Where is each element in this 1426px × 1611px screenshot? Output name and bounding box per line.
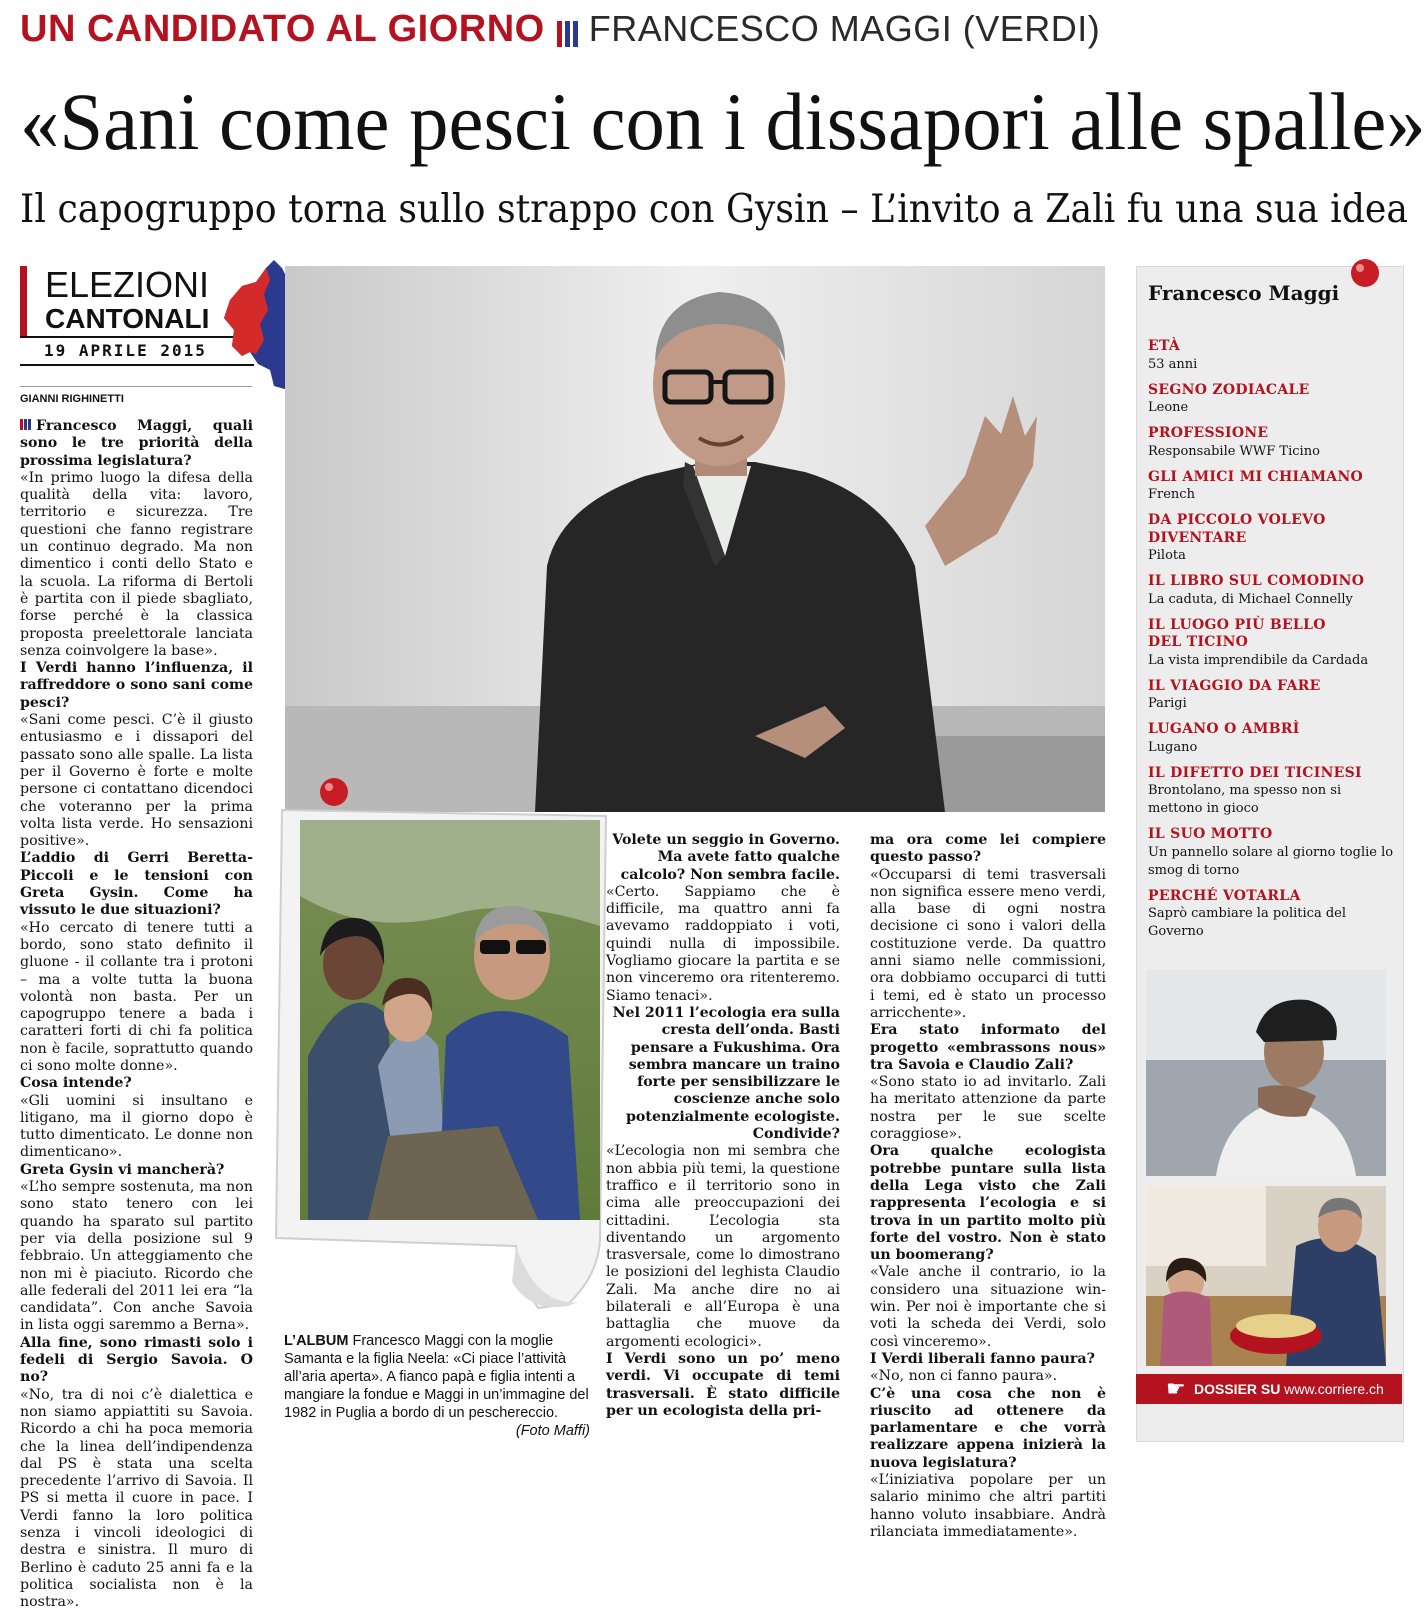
badge-title	[20, 266, 243, 338]
question: Francesco Maggi, quali sono le tre priorità della prossima legislatura?	[20, 418, 253, 469]
dossier-url[interactable]: www.corriere.ch	[1284, 1381, 1384, 1397]
pin-icon	[318, 776, 352, 810]
answer: «No, non ci fanno paura».	[870, 1368, 1058, 1385]
byline: GIANNI RIGHINETTI	[20, 386, 252, 405]
answer: «L’iniziativa popolare per un salario minimo che altri partiti hanno voluto insabbiare. Andrà rilanciata immediatamente».	[870, 1471, 1106, 1540]
question: Nel 2011 l’ecologia era sulla cresta dell’onda. Basti pensare a Fukushima. Ora sembra mancare un traino forte per sensibilizzare le coscienze anche solo potenzialmente ecologiste. Condivide?	[612, 1004, 840, 1143]
question: Ora qualche ecologista potrebbe puntare sulla lista della Lega visto che Zali rappresenta l’ecologia e si trova in un partito molto più forte del vostro. Non è stato un boomerang?	[870, 1143, 1106, 1264]
question: Alla fine, sono rimasti solo i fedeli di Sergio Savoia. O no?	[20, 1334, 253, 1386]
question: Era stato informato del progetto «embrassons nous» tra Savoia e Claudio Zali?	[870, 1022, 1106, 1073]
main-photo	[285, 266, 1105, 812]
fact-nickname: GLI AMICI MI CHIAMANO French	[1148, 468, 1364, 502]
fact-childhood-dream: DA PICCOLO VOLEVO DIVENTARE Pilota	[1148, 512, 1326, 563]
profile-name: Francesco Maggi	[1148, 281, 1340, 305]
question: L’addio di Gerri Beretta-Piccoli e le tensioni con Greta Gysin. Come ha vissuto le due situazioni?	[20, 850, 253, 919]
fact-book: IL LIBRO SUL COMODINO La caduta, di Michael Connelly	[1148, 573, 1365, 607]
fact-zodiac: SEGNO ZODIACALE Leone	[1148, 381, 1310, 415]
election-badge	[20, 266, 300, 394]
answer: «Occuparsi di temi trasversali non significa essere meno verdi, alla base di ogni nostra decisione ci sono i valori della costituzione verde. Da quattro anni siamo nelle commissioni, ora dobbiamo occuparci di tutti i temi, ed è stato un processo arricchente».	[870, 866, 1106, 1021]
family-polaroid-photo	[268, 806, 616, 1326]
question: C’è una cosa che non è riuscito ad ottenere da parlamentare e che vorrà realizzare appena inizierà la nuova legislatura?	[870, 1385, 1106, 1471]
answer: «L’ecologia non mi sembra che non abbia più temi, la questione traffico e il territorio sono in cima alle preoccupazioni dei cittadini. L’ecologia sta diventando un argomento trasversale, come lo dimostrano le posizioni del leghista Claudio Zali. Ma anche dire no ai bilaterali e all’Europa è una battaglia che muove da argomenti ecologici».	[606, 1143, 840, 1350]
photo-caption	[284, 1332, 590, 1438]
question: I Verdi liberali fanno paura?	[870, 1350, 1095, 1367]
candidate-name: FRANCESCO MAGGI (VERDI)	[588, 8, 1101, 49]
question: I Verdi sono un po’ meno verdi. Vi occupate di temi trasversali. È stato difficile per un ecologista della pri-	[606, 1350, 840, 1419]
photo-credit: (Foto Maffi)	[515, 1423, 590, 1439]
answer: «Sani come pesci. C’è il giusto entusiasmo e i dissapori del passato sono alle spalle. La lista per il Governo è forte e molte persone ci contattano dicendoci che voteranno per la prima volta lista verde. Ho sensazioni positive».	[20, 712, 253, 850]
answer: «Gli uomini si insultano e litigano, ma il giorno dopo è tutto dimenticato. Le donne non dimenticano».	[20, 1092, 253, 1161]
headline: «Sani come pesci con i dissapori alle spalle»	[20, 76, 1426, 167]
badge-line1: ELEZIONI	[45, 264, 210, 305]
dossier-link[interactable]	[1136, 1374, 1402, 1404]
fact-place: IL LUOGO PIÙ BELLO DEL TICINO La vista imprendibile da Cardada	[1148, 616, 1369, 668]
answer: «Vale anche il contrario, io la considero una situazione win-win. Per noi è importante che si voti la scheda dei Verdi, solo così vinceremo».	[870, 1264, 1106, 1350]
question: ma ora come lei compiere questo passo?	[870, 832, 1106, 866]
caption-label: L’ALBUM	[284, 1333, 349, 1349]
bars-icon	[20, 418, 32, 435]
question: I Verdi hanno l’influenza, il raffreddore o sono sani come pesci?	[20, 660, 253, 711]
pointer-hand-icon: ☛	[1166, 1376, 1186, 1401]
fact-profession: PROFESSIONE Responsabile WWF Ticino	[1148, 425, 1320, 459]
profile-facts	[1148, 338, 1394, 949]
fact-age: ETÀ 53 anni	[1148, 338, 1198, 372]
fondue-photo	[1146, 1186, 1386, 1366]
pin-icon	[1348, 256, 1382, 294]
answer: «Certo. Sappiamo che è difficile, ma quattro anni fa avevamo raddoppiato i voti, quindi nulla di impossibile. Vogliamo giocare la partita e se non vinceremo ora ritenteremo. Siamo tenaci».	[606, 883, 840, 1004]
article-column-3	[870, 832, 1106, 1540]
article-column-1	[20, 418, 253, 1611]
dossier-label: DOSSIER SU	[1194, 1381, 1281, 1397]
section-kicker	[20, 8, 1400, 58]
answer: «In primo luogo la difesa della qualità della vita: lavoro, territorio e sicurezza. Tre questioni che fanno registrare un continuo degrado. Ma non dimentico i conti dello Stato e la scuola. La riforma di Bertoli è partita con il piede sbagliato, forse perché è la classica proposta preelettorale lanciata senza coinvolgere la base».	[20, 469, 253, 659]
subheadline: Il capogruppo torna sullo strappo con Gysin – L’invito a Zali fu una sua idea	[20, 187, 1409, 232]
question: Cosa intende?	[20, 1075, 132, 1092]
fact-flaw: IL DIFETTO DEI TICINESI Brontolano, ma spesso non si mettono in gioco	[1148, 764, 1362, 816]
fact-team: LUGANO O AMBRÌ Lugano	[1148, 721, 1300, 755]
bars-icon	[557, 21, 581, 52]
answer: «Sono stato io ad invitarlo. Zali ha meritato attenzione da parte nostra per le sue scelte coraggiose».	[870, 1074, 1106, 1143]
caption-text: Francesco Maggi con la moglie Samanta e la figlia Neela: «Ci piace l’attività all’aria aperta». A fianco papà e figlia intenti a mangiare la fondue e Maggi in un’immagine del 1982 in Puglia a bordo di un peschereccio.	[284, 1333, 589, 1421]
article-column-2	[606, 832, 840, 1440]
badge-line2: CANTONALI	[45, 303, 210, 334]
fact-trip: IL VIAGGIO DA FARE Parigi	[1148, 677, 1321, 711]
answer: «Ho cercato di tenere tutti a bordo, sono stato definito il gluone - il collante tra i protoni – ma a volte tutta la buona volontà non basta. Per un capogruppo tenere a bada i caratteri forti di chi fa politica non è facile, soprattutto quando ci sono molte donne».	[20, 919, 253, 1074]
answer: «No, tra di noi c’è dialettica e non siamo appiattiti su Savoia. Ricordo a chi ha poca memoria che la linea dell’indipendenza dal PS è stata una scelta precedente l’arrivo di Savoia. Il PS si metta il cuore in pace. I Verdi fanno la loro politica senza i vincoli ideologici di destra e sinistra. Il muro di Berlino è caduto 25 anni fa e la politica socialista non è la nostra».	[20, 1386, 253, 1611]
fact-why-vote: PERCHÉ VOTARLA Saprò cambiare la politica del Governo	[1148, 887, 1347, 939]
kicker-title: UN CANDIDATO AL GIORNO	[20, 8, 545, 50]
question: Greta Gysin vi mancherà?	[20, 1161, 225, 1178]
question: Volete un seggio in Governo. Ma avete fatto qualche calcolo? Non sembra facile.	[612, 832, 840, 883]
badge-date: 19 APRILE 2015	[20, 336, 254, 366]
fishing-boat-photo	[1146, 970, 1386, 1176]
answer: «L’ho sempre sostenuta, ma non sono stato tenero con lei quando ha sparato sul partito per via della posizione sul 9 febbraio. Un atteggiamento che non mi è piaciuto. Ricordo che alle federali del 2011 lei era “la candidata”. Con anche Savoia in lista oggi saremmo a Berna».	[20, 1179, 253, 1334]
fact-motto: IL SUO MOTTO Un pannello solare al giorno toglie lo smog di torno	[1148, 826, 1394, 878]
